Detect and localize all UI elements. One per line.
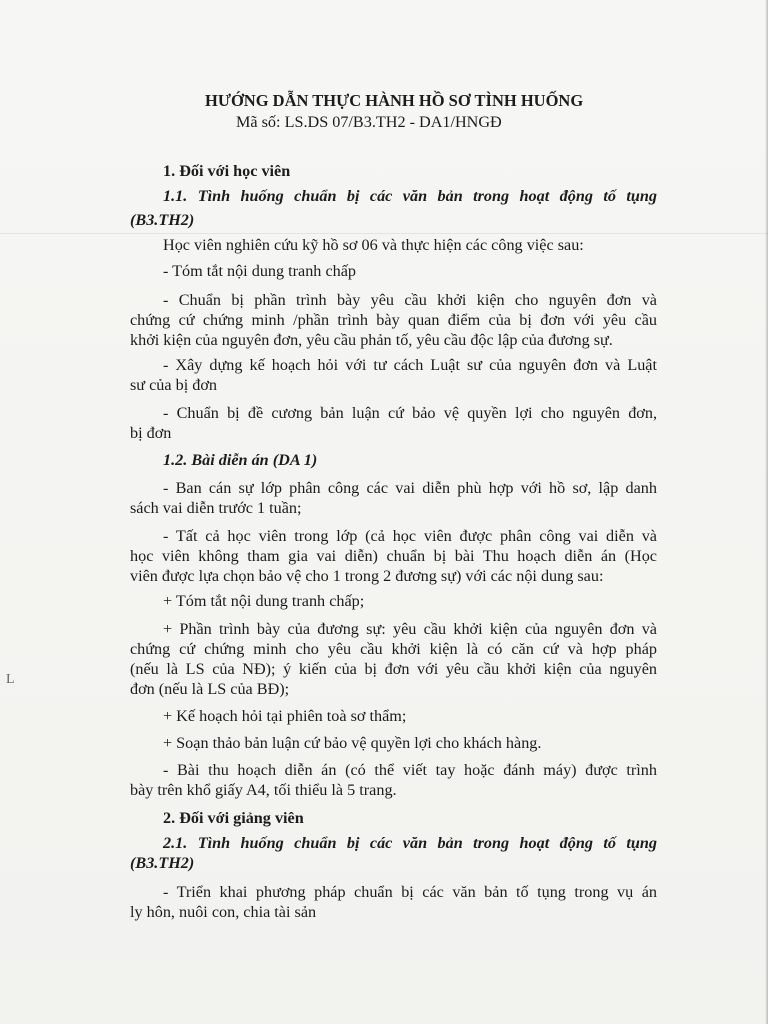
paragraph: Học viên nghiên cứu kỹ hồ sơ 06 và thực hiện các công việc sau: bbox=[163, 236, 584, 254]
paragraph: (nếu là LS của NĐ); ý kiến của bị đơn với yêu cầu khởi kiện của nguyên bbox=[130, 660, 657, 678]
paragraph: - Chuẩn bị phần trình bày yêu cầu khởi kiện cho nguyên đơn và bbox=[163, 291, 657, 309]
paragraph: + Soạn thảo bản luận cứ bảo vệ quyền lợi cho khách hàng. bbox=[163, 734, 542, 752]
paragraph: - Bài thu hoạch diễn án (có thể viết tay hoặc đánh máy) được trình bbox=[163, 761, 657, 779]
paragraph: - Tất cả học viên trong lớp (cả học viên được phân công vai diễn và bbox=[163, 527, 657, 545]
paragraph: đơn (nếu là LS của BĐ); bbox=[130, 680, 290, 698]
document-code: Mã số: LS.DS 07/B3.TH2 - DA1/HNGĐ bbox=[236, 113, 502, 131]
paragraph: - Triển khai phương pháp chuẩn bị các văn bản tố tụng trong vụ án bbox=[163, 883, 657, 901]
margin-mark: L bbox=[6, 672, 15, 687]
paragraph: - Tóm tắt nội dung tranh chấp bbox=[163, 262, 357, 280]
paragraph: viên được lựa chọn bảo vệ cho 1 trong 2 đương sự) với các nội dung sau: bbox=[130, 567, 604, 585]
section1-sub1-heading: 1.1. Tình huống chuẩn bị các văn bản trong hoạt động tố tụng bbox=[163, 187, 657, 205]
section1-heading: 1. Đối với học viên bbox=[163, 162, 291, 180]
section2-sub1-heading-cont: (B3.TH2) bbox=[130, 854, 195, 872]
paragraph: + Phần trình bày của đương sự: yêu cầu khởi kiện của nguyên đơn và bbox=[163, 620, 657, 638]
paragraph: sách vai diễn trước 1 tuần; bbox=[130, 499, 302, 517]
paragraph: học viên không tham gia vai diễn) chuẩn bị bài Thu hoạch diễn án (Học bbox=[130, 547, 657, 565]
paragraph: - Xây dựng kế hoạch hỏi với tư cách Luật sư của nguyên đơn và Luật bbox=[163, 356, 657, 374]
paragraph: ly hôn, nuôi con, chia tài sản bbox=[130, 903, 317, 921]
section1-sub2-heading: 1.2. Bài diễn án (DA 1) bbox=[163, 451, 318, 469]
paragraph: bày trên khổ giấy A4, tối thiểu là 5 trang. bbox=[130, 781, 397, 799]
scan-artifact-line bbox=[0, 233, 768, 234]
paragraph: + Kế hoạch hỏi tại phiên toà sơ thẩm; bbox=[163, 707, 407, 725]
section1-sub1-heading-cont: (B3.TH2) bbox=[130, 211, 195, 229]
paragraph: khởi kiện của nguyên đơn, yêu cầu phản tố, yêu cầu độc lập của đương sự. bbox=[130, 331, 613, 349]
section2-sub1-heading: 2.1. Tình huống chuẩn bị các văn bản trong hoạt động tố tụng bbox=[163, 834, 657, 852]
paragraph: - Chuẩn bị đề cương bản luận cứ bảo vệ quyền lợi cho nguyên đơn, bbox=[163, 404, 657, 422]
paragraph: sư của bị đơn bbox=[130, 376, 218, 394]
paragraph: - Ban cán sự lớp phân công các vai diễn phù hợp với hồ sơ, lập danh bbox=[163, 479, 657, 497]
document-title: HƯỚNG DẪN THỰC HÀNH HỒ SƠ TÌNH HUỐNG bbox=[205, 91, 584, 110]
paragraph: chứng cứ chứng minh /phần trình bày quan điểm của bị đơn với yêu cầu bbox=[130, 311, 657, 329]
paragraph: chứng cứ chứng minh cho yêu cầu khởi kiện là có căn cứ và hợp pháp bbox=[130, 640, 657, 658]
paragraph: bị đơn bbox=[130, 424, 172, 442]
section2-heading: 2. Đối với giảng viên bbox=[163, 809, 304, 827]
paragraph: + Tóm tắt nội dung tranh chấp; bbox=[163, 592, 365, 610]
